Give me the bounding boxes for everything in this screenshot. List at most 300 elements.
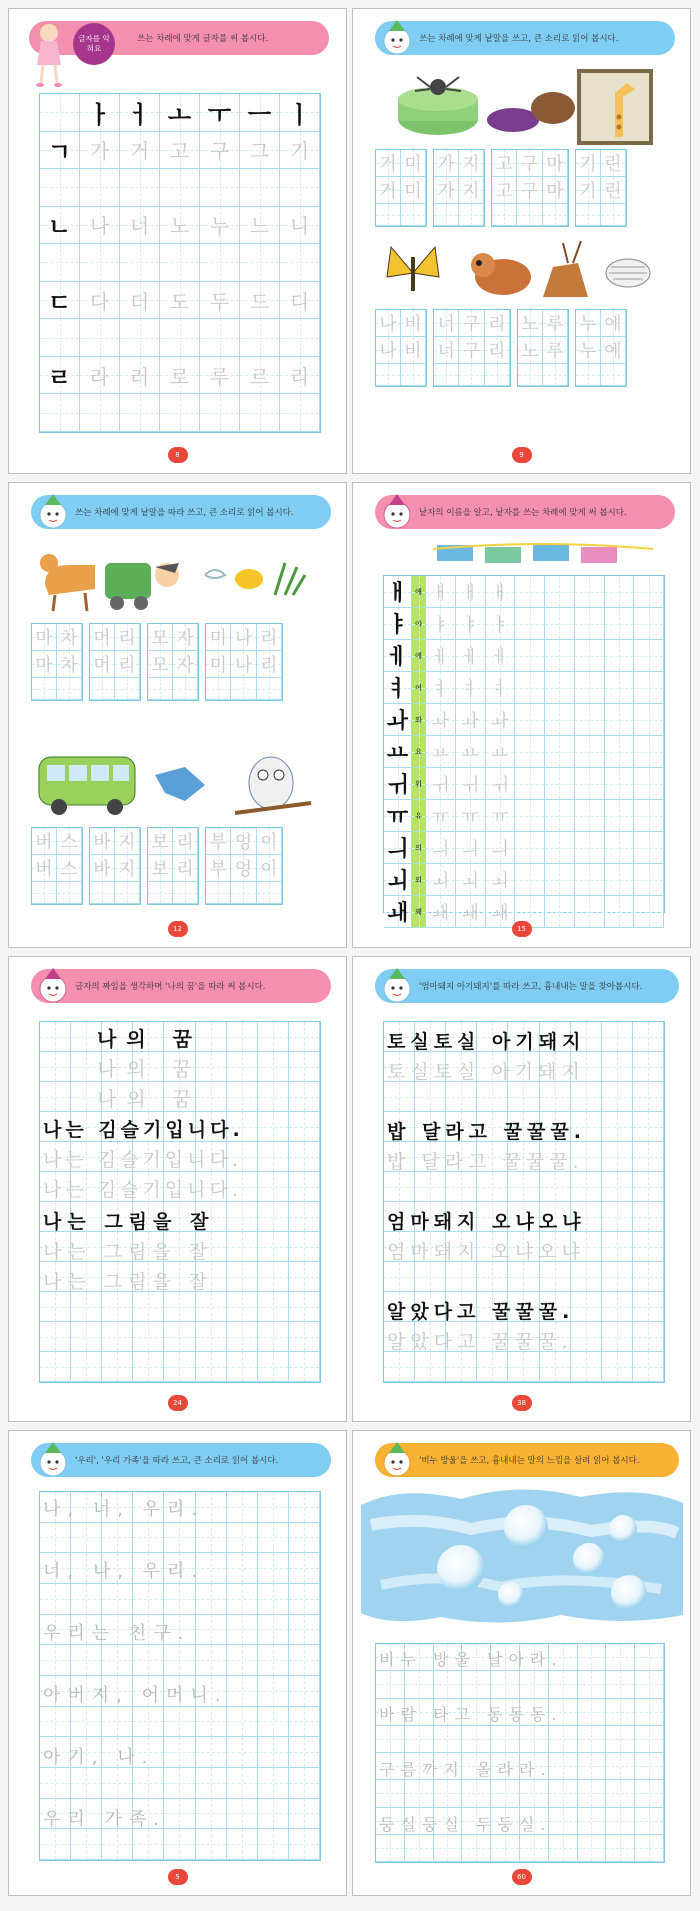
grid-char: ㅢ [461,838,479,860]
grid-cell [601,177,626,204]
grid-cell [258,1707,289,1738]
grid-cell [227,1292,258,1322]
grid-cell [289,1292,320,1322]
instruction-text: '엄마돼지 아기돼지'를 따라 쓰고, 흉내내는 말을 찾아봅시다. [419,982,643,992]
grid-char: 여 [415,683,422,692]
word-box [375,309,427,387]
grid-char: 가 [89,139,110,164]
grid-char: ㅕ [461,678,479,700]
mascot-icon [379,967,415,1005]
grid-cell [200,94,240,132]
grid-cell [115,828,140,855]
page-8 [352,1430,691,1896]
grid-cell [133,1829,164,1860]
grid-cell [634,896,664,928]
grid-cell [289,1737,320,1768]
grid-cell [634,864,664,896]
grid-char: ㅢ [431,838,450,860]
grid-cell [280,357,320,395]
grid-cell [57,882,82,904]
grid-char: 마 [546,154,564,175]
grid-cell [231,828,256,855]
page-7 [8,1430,347,1896]
grid-cell [280,394,320,432]
grid-cell [258,1737,289,1768]
grid-char: 나 [379,314,397,335]
butterfly-raccoon-deer-illustration [383,237,663,309]
grid-cell [32,624,57,651]
grid-char: 기 [579,154,597,175]
grid-cell [40,1645,71,1676]
grid-cell [575,640,605,672]
grid-cell [415,1082,446,1112]
grid-cell [520,1726,549,1753]
grid-cell [289,1829,320,1860]
grid-char: 나 [89,214,110,239]
grid-char: 지 [462,154,480,175]
grid-cell [376,150,401,177]
grid-cell [102,1645,133,1676]
grid-cell [602,1112,633,1142]
grid-cell [633,1202,664,1232]
grid-char: 누 [579,341,597,362]
grid-cell [384,608,412,640]
grid-cell [426,608,456,640]
instruction-text: '우리', '우리 가족'을 따라 쓰고, 큰 소리로 읽어 봅시다. [75,1456,279,1466]
grid-char: 리 [289,364,310,389]
grid-cell [426,768,456,800]
grid-cell [257,651,282,678]
grid-cell [605,768,635,800]
grid-cell [575,800,605,832]
grid-cell [160,207,200,245]
grid-cell [634,768,664,800]
grid-char: ㅔ [491,646,509,668]
grid-cell [240,357,280,395]
grid-cell [518,310,543,337]
grid-char: 의 [415,843,422,852]
grid-char: ㅔ [386,645,409,670]
grid-char: ㅚ [431,870,450,892]
grid-cell [227,1707,258,1738]
grid-char: 느 [249,214,270,239]
grid-cell [258,1829,289,1860]
grid-cell [515,800,545,832]
grid-cell [173,678,198,700]
grid-cell [196,1645,227,1676]
grid-cell [196,1768,227,1799]
word-box [575,309,627,387]
grid-char: ㅟ [386,773,409,798]
grid-cell [289,1584,320,1615]
grid-cell [515,864,545,896]
grid-cell [633,1022,664,1052]
line2-trace-2: 나는 그림을 잘 [43,1271,214,1293]
grid-cell [426,896,456,928]
spider-cake-illustration [393,69,483,139]
grid-cell [477,1262,508,1292]
grid-cell [384,1352,415,1382]
grid-cell [196,1322,227,1352]
grid-cell [280,319,320,357]
grid-cell [486,864,516,896]
grid-cell [635,1671,664,1698]
grid-char: 리 [118,655,136,676]
grid-cell [133,1523,164,1554]
grid-cell [164,1645,195,1676]
grid-cell [543,177,568,204]
grid-cell [40,1352,71,1382]
grid-cell [549,1780,578,1807]
grid-cell [543,310,568,337]
grid-cell [486,608,516,640]
grid-cell [289,1707,320,1738]
grid-char: 구 [209,139,230,164]
grid-cell [280,132,320,170]
grid-char: 기 [289,139,310,164]
grid-cell [605,608,635,640]
grid-cell [384,768,412,800]
grid-cell [485,310,510,337]
grid-cell [90,828,115,855]
grid-cell [71,1322,102,1352]
grid-char: 지 [118,859,136,880]
grid-cell [434,177,459,204]
grid-cell [102,1322,133,1352]
trace-line: 나, 너, 우리. [43,1499,205,1520]
grid-char: 에 [604,341,622,362]
grid-char: 나 [234,655,253,676]
grid-cell [434,1671,463,1698]
grid-cell [515,640,545,672]
grid-cell [602,1352,633,1382]
grid-cell [477,1172,508,1202]
grid-cell [160,169,200,207]
grid-cell [102,1584,133,1615]
grid-cell [575,704,605,736]
word-box [147,827,199,905]
page-3 [8,482,347,948]
grid-cell [257,828,282,855]
word-box [205,827,283,905]
grid-cell [545,608,575,640]
word-box [491,149,569,227]
grid-cell [545,640,575,672]
grid-cell [576,204,601,226]
grid-char: ㅘ [431,710,450,732]
grid-cell [486,576,516,608]
grid-cell [412,832,426,864]
grid-cell [601,150,626,177]
grid-cell [164,1523,195,1554]
grid-cell [606,1671,635,1698]
trace-line: 비누 방울 날아라. [379,1650,563,1669]
poem-line: 알았다고 꿀꿀꿀. [387,1301,575,1323]
grid-cell [206,651,231,678]
grid-cell [289,1523,320,1554]
title-trace-1: 나의 꿈 [97,1057,202,1081]
grid-cell [575,608,605,640]
grid-cell [376,177,401,204]
grid-cell [71,1707,102,1738]
grid-cell [240,282,280,320]
word-box [31,623,83,701]
bus-shirt-owl-illustration [35,745,315,820]
grid-cell [602,1052,633,1082]
grid-cell [412,608,426,640]
trace-line: 우리 가족. [43,1809,166,1830]
grid-cell [148,678,173,700]
grid-cell [434,204,459,226]
word-box [31,827,83,905]
grid-cell [578,1671,607,1698]
grid-cell [258,1799,289,1830]
grid-char: ㅡ [247,100,272,129]
grid-cell [384,1172,415,1202]
grid-cell [289,1202,320,1232]
grid-cell [227,1829,258,1860]
grid-cell [578,1753,607,1780]
grid-char: 고 [495,154,513,175]
grid-char: ㅘ [386,709,409,734]
grid-cell [456,768,486,800]
instruction-banner [31,1443,331,1477]
word-box [575,149,627,227]
grid-cell [456,800,486,832]
grid-cell [32,828,57,855]
grid-char: 보 [151,859,169,880]
grid-char: ㅕ [431,678,450,700]
grid-cell [456,608,486,640]
grid-cell [456,672,486,704]
grid-cell [515,608,545,640]
grid-cell [206,828,231,855]
grid-char: ㅟ [461,774,479,796]
grid-char: ㅐ [461,582,479,604]
grid-char: 루 [546,314,564,335]
grid-cell [160,244,200,282]
grid-cell [196,1737,227,1768]
grid-cell [227,1022,258,1052]
grid-char: 버 [35,832,53,853]
grid-cell [575,736,605,768]
grid-char: ㅏ [87,100,112,129]
grid-cell [257,624,282,651]
grid-cell [376,204,401,226]
grid-cell [384,576,412,608]
grid-char: 이 [260,859,278,880]
grid-cell [173,624,198,651]
grid-cell [200,282,240,320]
grid-cell [401,310,426,337]
grid-char: 바 [93,832,111,853]
grid-char: 에 [604,314,622,335]
grid-cell [405,1726,434,1753]
grid-cell [401,177,426,204]
grid-cell [231,855,256,882]
grid-cell [633,1262,664,1292]
grid-cell [231,678,256,700]
lanterns-illustration [433,539,653,567]
line1-trace-1: 나는 김슬기입니다. [43,1149,242,1171]
grid-cell [160,282,200,320]
grid-cell [80,394,120,432]
grid-cell [289,1082,320,1112]
grid-cell [200,132,240,170]
grid-cell [90,651,115,678]
grid-cell [80,169,120,207]
badge [73,23,115,65]
trace-line: 구름까지 올라라. [379,1760,552,1779]
grid-char: ㅕ [491,678,509,700]
grid-cell [206,855,231,882]
grid-cell [401,364,426,386]
grid-char: 루 [546,341,564,362]
grid-char: 차 [60,655,78,676]
grid-cell [434,1835,463,1862]
mascot-icon [379,1441,415,1479]
grid-cell [578,1808,607,1835]
grid-cell [148,651,173,678]
grid-char: 다 [89,289,110,314]
grid-cell [148,828,173,855]
horse-carriage-illustration [35,545,315,615]
grid-cell [40,1768,71,1799]
page-1 [8,8,347,474]
grid-char: 리 [176,832,194,853]
grid-char: 고 [495,181,513,202]
mascot-icon [35,1441,71,1479]
grid-cell [90,678,115,700]
grid-cell [549,1753,578,1780]
grid-char: ㅙ [386,901,409,926]
grid-cell [412,640,426,672]
grid-cell [578,1780,607,1807]
mascot-icon [35,967,71,1005]
grid-char: ㅚ [491,870,509,892]
grid-cell [634,576,664,608]
trace-line: 아버지, 어머니. [43,1685,228,1706]
grid-cell [102,1829,133,1860]
grid-char: ㅔ [431,646,450,668]
grid-cell [571,1322,602,1352]
grid-char: ㅛ [461,742,479,764]
grid-cell [545,864,575,896]
grid-cell [412,864,426,896]
grid-cell [240,207,280,245]
grid-cell [227,1553,258,1584]
grid-cell [120,357,160,395]
grid-cell [401,204,426,226]
instruction-banner [375,969,679,1003]
eggplant-sweetpotato-illustration [483,84,578,144]
grid-cell [459,204,484,226]
grid-char: 라 [89,364,110,389]
grid-cell [164,1322,195,1352]
page-number: 60 [512,1869,532,1885]
grid-cell [40,1322,71,1352]
grid-char: 유 [415,811,422,820]
grid-cell [40,1707,71,1738]
grid-cell [434,364,459,386]
grid-cell [40,1523,71,1554]
grid-cell [57,828,82,855]
grid-cell [384,864,412,896]
grid-char: ㅑ [491,614,509,636]
page-5 [8,956,347,1422]
grid-cell [173,651,198,678]
grid-char: ㅑ [431,614,450,636]
grid-cell [605,640,635,672]
grid-cell [405,1835,434,1862]
grid-cell [289,1112,320,1142]
grid-cell [633,1112,664,1142]
grid-cell [545,576,575,608]
grid-cell [40,1082,71,1112]
grid-cell [602,1202,633,1232]
grid-char: 바 [93,859,111,880]
grid-cell [426,704,456,736]
grid-char: 애 [415,587,422,596]
grid-char: ㅢ [386,837,409,862]
grid-cell [227,1052,258,1082]
grid-cell [606,1808,635,1835]
grid-cell [602,1322,633,1352]
grid-char: 거 [379,154,397,175]
grid-char: ㅙ [461,902,479,924]
grid-cell [40,394,80,432]
grid-char: 니 [289,214,310,239]
grid-cell [635,1644,664,1671]
word-box [433,149,485,227]
grid-char: 마 [35,628,53,649]
grid-cell [206,882,231,904]
grid-char: 너 [129,214,150,239]
grid-char: 지 [462,181,480,202]
grid-cell [635,1753,664,1780]
grid-cell [240,319,280,357]
grid-cell [545,832,575,864]
grid-cell [200,394,240,432]
grid-cell [40,169,80,207]
grid-char: 마 [35,655,53,676]
grid-cell [456,864,486,896]
mascot-icon [379,19,415,57]
grid-cell [635,1780,664,1807]
grid-cell [196,1523,227,1554]
grid-char: 르 [249,364,270,389]
grid-cell [227,1492,258,1523]
grid-cell [634,640,664,672]
grid-cell [258,1232,289,1262]
grid-char: 부 [209,832,227,853]
grid-cell [606,1835,635,1862]
grid-char: ㄴ [47,213,72,242]
grid-cell [635,1699,664,1726]
poem-line-trace: 밥 달라고 꿀꿀꿀. [387,1151,584,1173]
grid-cell [164,1799,195,1830]
grid-cell [426,832,456,864]
grid-cell [32,651,57,678]
grid-cell [227,1676,258,1707]
grid-cell [164,1352,195,1382]
grid-cell [462,1780,491,1807]
grid-cell [258,1112,289,1142]
grid-cell [120,94,160,132]
grid-cell [173,882,198,904]
grid-cell [227,1262,258,1292]
grid-char: ㅐ [431,582,450,604]
